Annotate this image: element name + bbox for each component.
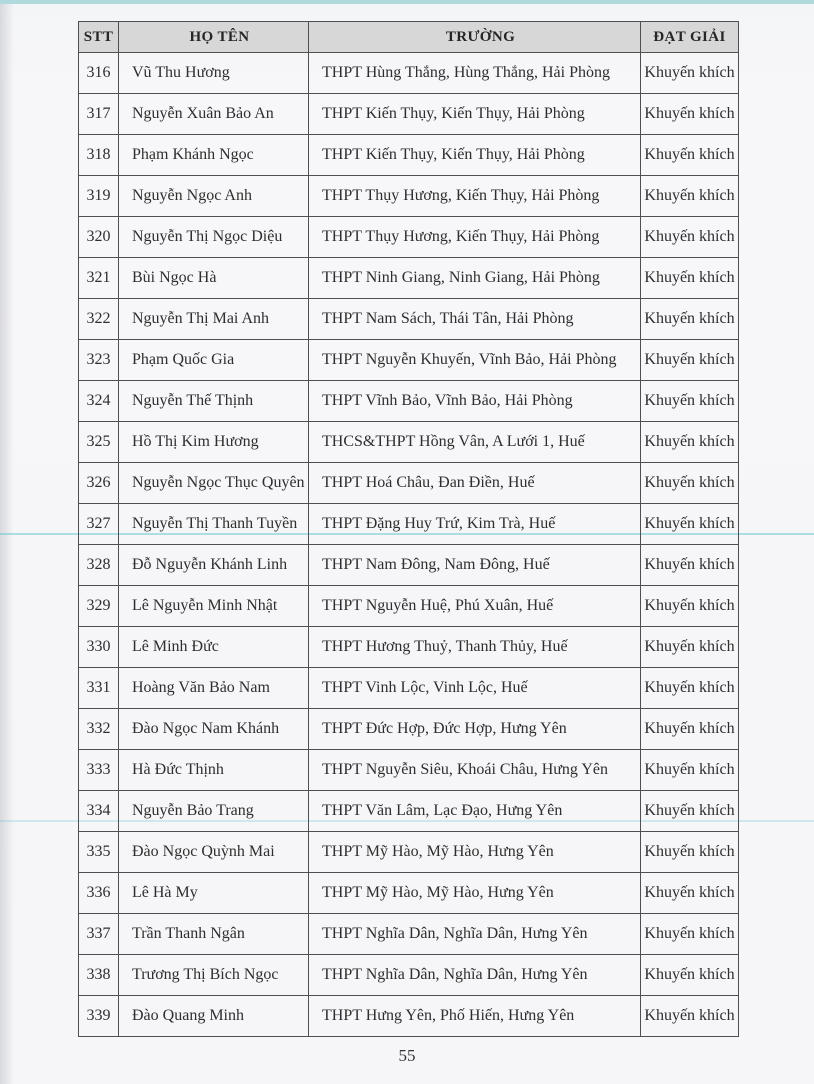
table-row — [79, 873, 739, 914]
table-row — [79, 463, 739, 504]
header-row — [79, 22, 739, 53]
row-award-cell: Khuyến khích — [641, 750, 739, 791]
row-award-cell: Khuyến khích — [641, 873, 739, 914]
row-school-cell: THPT Hương Thuỷ, Thanh Thủy, Huế — [309, 627, 641, 668]
column-header-award: ĐẠT GIẢI — [641, 22, 739, 53]
row-name-cell: Bùi Ngọc Hà — [119, 258, 309, 299]
row-award-cell: Khuyến khích — [641, 381, 739, 422]
row-stt-cell: 339 — [79, 996, 119, 1037]
row-name-cell: Nguyễn Thị Ngọc Diệu — [119, 217, 309, 258]
row-award-cell: Khuyến khích — [641, 709, 739, 750]
row-stt-cell: 333 — [79, 750, 119, 791]
row-award-cell: Khuyến khích — [641, 53, 739, 94]
table-row — [79, 504, 739, 545]
row-stt-cell: 329 — [79, 586, 119, 627]
row-name-cell: Đào Quang Minh — [119, 996, 309, 1037]
row-award-cell: Khuyến khích — [641, 258, 739, 299]
row-stt-cell: 322 — [79, 299, 119, 340]
table-row — [79, 176, 739, 217]
row-name-cell: Lê Nguyễn Minh Nhật — [119, 586, 309, 627]
row-school-cell: THPT Nghĩa Dân, Nghĩa Dân, Hưng Yên — [309, 955, 641, 996]
row-name-cell: Lê Hà My — [119, 873, 309, 914]
row-school-cell: THPT Nguyễn Huệ, Phú Xuân, Huế — [309, 586, 641, 627]
row-school-cell: THPT Hoá Châu, Đan Điền, Huế — [309, 463, 641, 504]
row-award-cell: Khuyến khích — [641, 996, 739, 1037]
row-award-cell: Khuyến khích — [641, 94, 739, 135]
row-school-cell: THPT Hùng Thắng, Hùng Thắng, Hải Phòng — [309, 53, 641, 94]
row-school-cell: THPT Đức Hợp, Đức Hợp, Hưng Yên — [309, 709, 641, 750]
row-school-cell: THPT Ninh Giang, Ninh Giang, Hải Phòng — [309, 258, 641, 299]
table-row — [79, 94, 739, 135]
row-name-cell: Nguyễn Ngọc Anh — [119, 176, 309, 217]
row-school-cell: THPT Kiến Thụy, Kiến Thụy, Hải Phòng — [309, 135, 641, 176]
row-stt-cell: 336 — [79, 873, 119, 914]
row-school-cell: THPT Hưng Yên, Phố Hiến, Hưng Yên — [309, 996, 641, 1037]
row-name-cell: Lê Minh Đức — [119, 627, 309, 668]
row-stt-cell: 331 — [79, 668, 119, 709]
row-award-cell: Khuyến khích — [641, 176, 739, 217]
row-award-cell: Khuyến khích — [641, 340, 739, 381]
row-school-cell: THPT Mỹ Hào, Mỹ Hào, Hưng Yên — [309, 873, 641, 914]
row-stt-cell: 319 — [79, 176, 119, 217]
row-school-cell: THPT Đặng Huy Trứ, Kim Trà, Huế — [309, 504, 641, 545]
row-stt-cell: 323 — [79, 340, 119, 381]
row-award-cell: Khuyến khích — [641, 955, 739, 996]
row-school-cell: THCS&THPT Hồng Vân, A Lưới 1, Huế — [309, 422, 641, 463]
table-row — [79, 422, 739, 463]
results-table-header — [79, 22, 739, 53]
table-row — [79, 53, 739, 94]
row-award-cell: Khuyến khích — [641, 832, 739, 873]
table-row — [79, 750, 739, 791]
table-row — [79, 381, 739, 422]
row-name-cell: Nguyễn Xuân Bảo An — [119, 94, 309, 135]
row-name-cell: Vũ Thu Hương — [119, 53, 309, 94]
table-row — [79, 340, 739, 381]
table-row — [79, 791, 739, 832]
row-school-cell: THPT Thụy Hương, Kiến Thụy, Hải Phòng — [309, 176, 641, 217]
row-stt-cell: 320 — [79, 217, 119, 258]
row-school-cell: THPT Nguyễn Khuyến, Vĩnh Bảo, Hải Phòng — [309, 340, 641, 381]
row-award-cell: Khuyến khích — [641, 668, 739, 709]
row-award-cell: Khuyến khích — [641, 299, 739, 340]
column-header-stt: STT — [79, 22, 119, 53]
row-stt-cell: 337 — [79, 914, 119, 955]
row-name-cell: Nguyễn Thế Thịnh — [119, 381, 309, 422]
row-school-cell: THPT Vĩnh Bảo, Vĩnh Bảo, Hải Phòng — [309, 381, 641, 422]
row-stt-cell: 326 — [79, 463, 119, 504]
row-stt-cell: 335 — [79, 832, 119, 873]
row-award-cell: Khuyến khích — [641, 217, 739, 258]
scan-edge-line — [0, 0, 814, 4]
row-award-cell: Khuyến khích — [641, 463, 739, 504]
row-name-cell: Trần Thanh Ngân — [119, 914, 309, 955]
row-stt-cell: 330 — [79, 627, 119, 668]
table-row — [79, 258, 739, 299]
column-header-school: TRƯỜNG — [309, 22, 641, 53]
table-row — [79, 914, 739, 955]
row-stt-cell: 334 — [79, 791, 119, 832]
row-award-cell: Khuyến khích — [641, 545, 739, 586]
row-name-cell: Đào Ngọc Quỳnh Mai — [119, 832, 309, 873]
row-stt-cell: 321 — [79, 258, 119, 299]
row-name-cell: Đỗ Nguyễn Khánh Linh — [119, 545, 309, 586]
table-row — [79, 545, 739, 586]
row-award-cell: Khuyến khích — [641, 422, 739, 463]
row-award-cell: Khuyến khích — [641, 135, 739, 176]
row-name-cell: Trương Thị Bích Ngọc — [119, 955, 309, 996]
row-school-cell: THPT Nam Đông, Nam Đông, Huế — [309, 545, 641, 586]
table-row — [79, 668, 739, 709]
row-name-cell: Nguyễn Thị Thanh Tuyền — [119, 504, 309, 545]
row-stt-cell: 325 — [79, 422, 119, 463]
row-award-cell: Khuyến khích — [641, 627, 739, 668]
row-name-cell: Phạm Quốc Gia — [119, 340, 309, 381]
row-school-cell: THPT Văn Lâm, Lạc Đạo, Hưng Yên — [309, 791, 641, 832]
row-stt-cell: 317 — [79, 94, 119, 135]
table-row — [79, 135, 739, 176]
row-name-cell: Phạm Khánh Ngọc — [119, 135, 309, 176]
row-stt-cell: 338 — [79, 955, 119, 996]
row-award-cell: Khuyến khích — [641, 504, 739, 545]
results-table — [78, 21, 739, 1037]
row-stt-cell: 332 — [79, 709, 119, 750]
results-table-body — [79, 53, 739, 1037]
row-name-cell: Đào Ngọc Nam Khánh — [119, 709, 309, 750]
table-row — [79, 832, 739, 873]
table-row — [79, 299, 739, 340]
table-row — [79, 217, 739, 258]
row-stt-cell: 328 — [79, 545, 119, 586]
column-header-name: HỌ TÊN — [119, 22, 309, 53]
row-school-cell: THPT Thụy Hương, Kiến Thụy, Hải Phòng — [309, 217, 641, 258]
row-award-cell: Khuyến khích — [641, 586, 739, 627]
row-school-cell: THPT Mỹ Hào, Mỹ Hào, Hưng Yên — [309, 832, 641, 873]
row-name-cell: Nguyễn Ngọc Thục Quyên — [119, 463, 309, 504]
table-row — [79, 955, 739, 996]
row-stt-cell: 327 — [79, 504, 119, 545]
row-stt-cell: 324 — [79, 381, 119, 422]
row-school-cell: THPT Nam Sách, Thái Tân, Hải Phòng — [309, 299, 641, 340]
row-school-cell: THPT Nguyễn Siêu, Khoái Châu, Hưng Yên — [309, 750, 641, 791]
row-stt-cell: 316 — [79, 53, 119, 94]
table-row — [79, 586, 739, 627]
row-name-cell: Nguyễn Thị Mai Anh — [119, 299, 309, 340]
row-school-cell: THPT Vinh Lộc, Vinh Lộc, Huế — [309, 668, 641, 709]
row-stt-cell: 318 — [79, 135, 119, 176]
table-row — [79, 996, 739, 1037]
table-row — [79, 627, 739, 668]
row-school-cell: THPT Nghĩa Dân, Nghĩa Dân, Hưng Yên — [309, 914, 641, 955]
table-row — [79, 709, 739, 750]
page-number: 55 — [398, 1046, 416, 1065]
row-school-cell: THPT Kiến Thụy, Kiến Thụy, Hải Phòng — [309, 94, 641, 135]
row-name-cell: Hoàng Văn Bảo Nam — [119, 668, 309, 709]
row-name-cell: Nguyễn Bảo Trang — [119, 791, 309, 832]
row-name-cell: Hồ Thị Kim Hương — [119, 422, 309, 463]
row-award-cell: Khuyến khích — [641, 914, 739, 955]
row-award-cell: Khuyến khích — [641, 791, 739, 832]
row-name-cell: Hà Đức Thịnh — [119, 750, 309, 791]
